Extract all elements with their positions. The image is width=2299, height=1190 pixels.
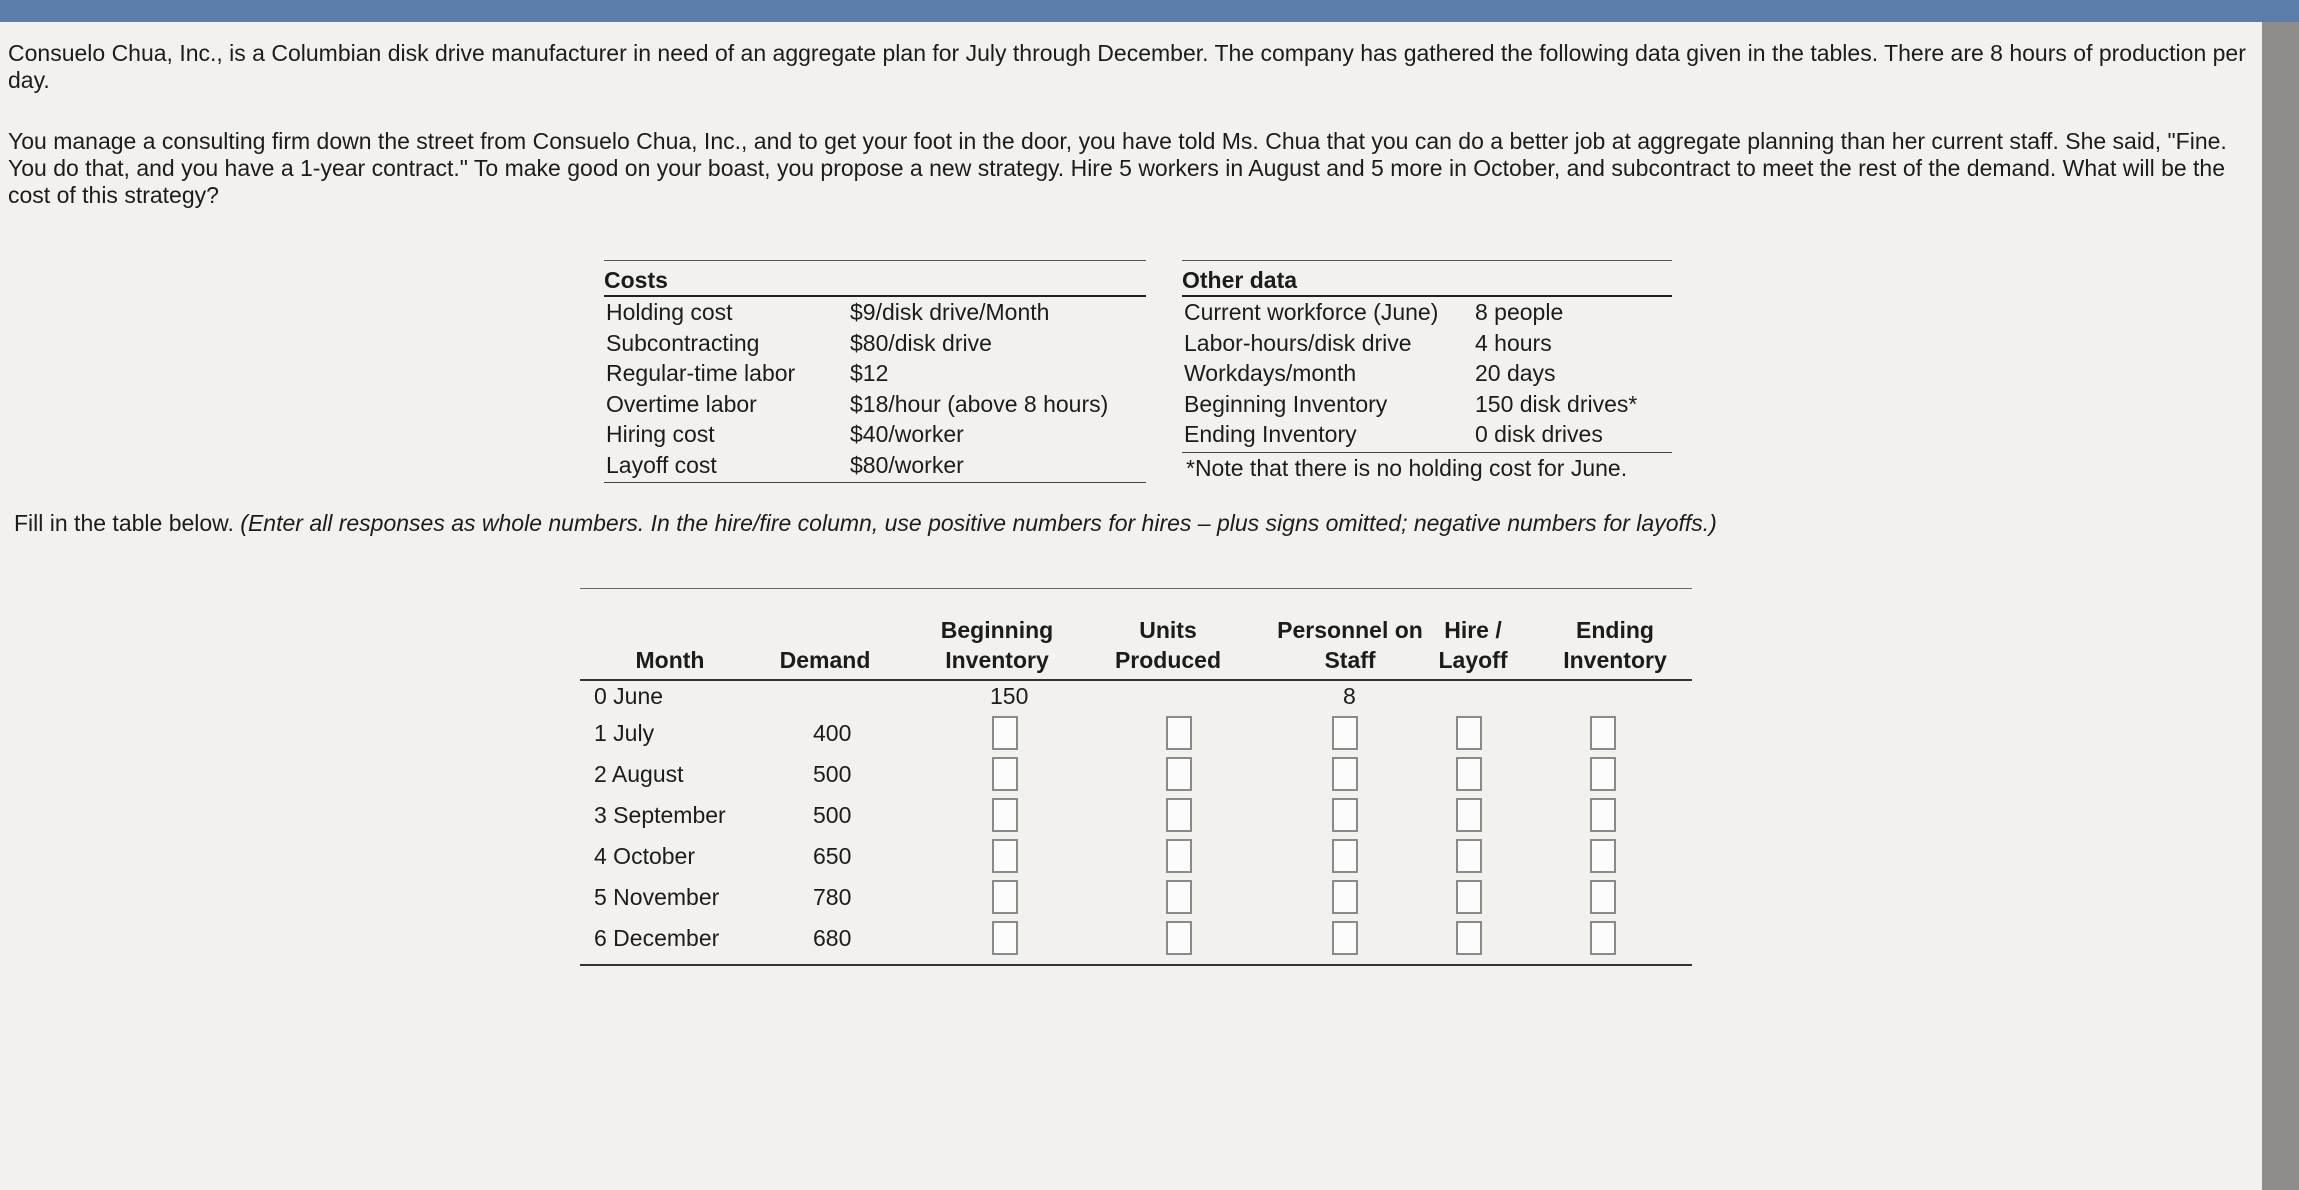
instructions-lead: Fill in the table below.	[14, 510, 234, 536]
personnel-input[interactable]	[1332, 716, 1358, 750]
header-demand: Demand	[779, 647, 871, 673]
cost-label: Regular-time labor	[606, 360, 796, 386]
month-cell: 2 August	[594, 761, 684, 787]
ending-inventory-input[interactable]	[1590, 716, 1616, 750]
month-cell: 0 June	[594, 683, 664, 709]
problem-paragraph-2: You manage a consulting firm down the street from Consuelo Chua, Inc., and to get your foot in the door, you have told Ms. Chua that you can do a better job at aggregate planning than her current staff. She said, "Fine. You do that, and you have a 1-year contract." To make good on your boast, you propose a new strategy. Hire 5 workers in August and 5 more in October, and subcontract to meet the rest of the demand. What will be the cost of this strategy?	[8, 128, 2227, 208]
other-data-row	[1182, 389, 1672, 420]
instructions-detail: (Enter all responses as whole numbers. In the hire/fire column, use positive numbers for hires – plus signs omitted; negative numbers for layoffs.)	[240, 510, 1717, 536]
month-cell: 1 July	[594, 720, 655, 746]
units-produced-input[interactable]	[1166, 716, 1192, 750]
beginning-inventory-value: 150	[990, 683, 1029, 709]
demand-cell: 500	[813, 802, 852, 828]
demand-cell: 400	[813, 720, 852, 746]
cost-value: $12	[850, 360, 889, 386]
hire-layoff-input[interactable]	[1456, 716, 1482, 750]
header-month: Month	[635, 647, 705, 673]
cost-value: $40/worker	[850, 421, 964, 447]
month-cell: 6 December	[594, 925, 720, 951]
other-label: Workdays/month	[1184, 360, 1357, 386]
costs-row	[604, 328, 1146, 359]
hire-layoff-input[interactable]	[1456, 798, 1482, 832]
divider	[604, 260, 1146, 261]
ending-inventory-input[interactable]	[1590, 757, 1616, 791]
cost-value: $18/hour (above 8 hours)	[850, 390, 1109, 417]
personnel-input[interactable]	[1332, 757, 1358, 791]
cost-value: $9/disk drive/Month	[850, 299, 1050, 325]
demand-cell: 500	[813, 761, 852, 787]
header-beginning-inventory: Beginning Inventory	[940, 617, 1054, 673]
table-row	[580, 917, 1692, 958]
units-produced-input[interactable]	[1166, 921, 1192, 955]
other-data-row	[1182, 419, 1672, 450]
hire-layoff-input[interactable]	[1456, 839, 1482, 873]
table-row	[580, 753, 1692, 794]
ending-inventory-input[interactable]	[1590, 798, 1616, 832]
demand-cell: 780	[813, 884, 852, 910]
other-value: 150 disk drives*	[1475, 390, 1638, 417]
instructions	[14, 510, 1717, 537]
cost-value: $80/disk drive	[850, 329, 992, 356]
cost-label: Layoff cost	[606, 451, 717, 478]
units-produced-input[interactable]	[1166, 880, 1192, 914]
other-value: 0 disk drives	[1475, 421, 1603, 447]
header-hire-layoff: Hire / Layoff	[1438, 617, 1508, 673]
divider	[580, 964, 1692, 966]
screen-edge	[2262, 22, 2299, 1190]
costs-title: Costs	[604, 265, 1146, 297]
beginning-inventory-input[interactable]	[992, 839, 1018, 873]
personnel-value: 8	[1343, 683, 1356, 709]
divider	[604, 482, 1146, 483]
ending-inventory-input[interactable]	[1590, 839, 1616, 873]
divider	[1182, 260, 1672, 261]
aggregate-plan-table	[580, 588, 1692, 966]
personnel-input[interactable]	[1332, 880, 1358, 914]
month-cell: 5 November	[594, 884, 720, 910]
table-row	[580, 712, 1692, 753]
personnel-input[interactable]	[1332, 839, 1358, 873]
table-row	[580, 794, 1692, 835]
other-data-row	[1182, 297, 1672, 328]
demand-cell: 650	[813, 843, 852, 869]
cost-label: Overtime labor	[606, 390, 757, 417]
costs-table	[604, 260, 1146, 483]
other-label: Labor-hours/disk drive	[1184, 329, 1412, 356]
units-produced-input[interactable]	[1166, 757, 1192, 791]
units-produced-input[interactable]	[1166, 798, 1192, 832]
costs-row	[604, 419, 1146, 450]
other-label: Beginning Inventory	[1184, 390, 1388, 417]
other-data-row	[1182, 358, 1672, 389]
problem-paragraph-1: Consuelo Chua, Inc., is a Columbian disk drive manufacturer in need of an aggregate plan for July through December. The company has gathered the following data given in the tables. There are 8 hours of production per day.	[8, 40, 2246, 93]
personnel-input[interactable]	[1332, 798, 1358, 832]
header-ending-inventory: Ending Inventory	[1563, 617, 1667, 673]
cost-label: Holding cost	[606, 299, 733, 325]
header-units-produced: Units Produced	[1114, 617, 1222, 673]
costs-row	[604, 450, 1146, 481]
other-data-row	[1182, 328, 1672, 359]
cost-value: $80/worker	[850, 451, 964, 478]
table-row	[580, 835, 1692, 876]
costs-row	[604, 297, 1146, 328]
other-value: 8 people	[1475, 299, 1564, 325]
costs-row	[604, 389, 1146, 420]
beginning-inventory-input[interactable]	[992, 880, 1018, 914]
units-produced-input[interactable]	[1166, 839, 1192, 873]
other-label: Current workforce (June)	[1184, 299, 1439, 325]
beginning-inventory-input[interactable]	[992, 921, 1018, 955]
hire-layoff-input[interactable]	[1456, 757, 1482, 791]
table-row	[580, 681, 1692, 712]
beginning-inventory-input[interactable]	[992, 798, 1018, 832]
cost-label: Subcontracting	[606, 329, 760, 356]
other-data-title: Other data	[1182, 265, 1672, 297]
month-cell: 4 October	[594, 843, 695, 869]
month-cell: 3 September	[594, 802, 726, 828]
beginning-inventory-input[interactable]	[992, 757, 1018, 791]
other-data-table	[1182, 260, 1672, 483]
other-value: 4 hours	[1475, 329, 1552, 356]
costs-row	[604, 358, 1146, 389]
ending-inventory-input[interactable]	[1590, 921, 1616, 955]
other-label: Ending Inventory	[1184, 421, 1357, 447]
hire-layoff-input[interactable]	[1456, 921, 1482, 955]
holding-cost-note: *Note that there is no holding cost for June.	[1186, 454, 1628, 481]
other-value: 20 days	[1475, 360, 1556, 386]
personnel-input[interactable]	[1332, 921, 1358, 955]
table-header	[580, 589, 1692, 681]
header-personnel: Personnel on Staff	[1277, 617, 1423, 673]
hire-layoff-input[interactable]	[1456, 880, 1482, 914]
demand-cell: 680	[813, 925, 852, 951]
question-page	[0, 22, 2262, 1190]
cost-label: Hiring cost	[606, 421, 715, 447]
beginning-inventory-input[interactable]	[992, 716, 1018, 750]
table-row	[580, 876, 1692, 917]
ending-inventory-input[interactable]	[1590, 880, 1616, 914]
